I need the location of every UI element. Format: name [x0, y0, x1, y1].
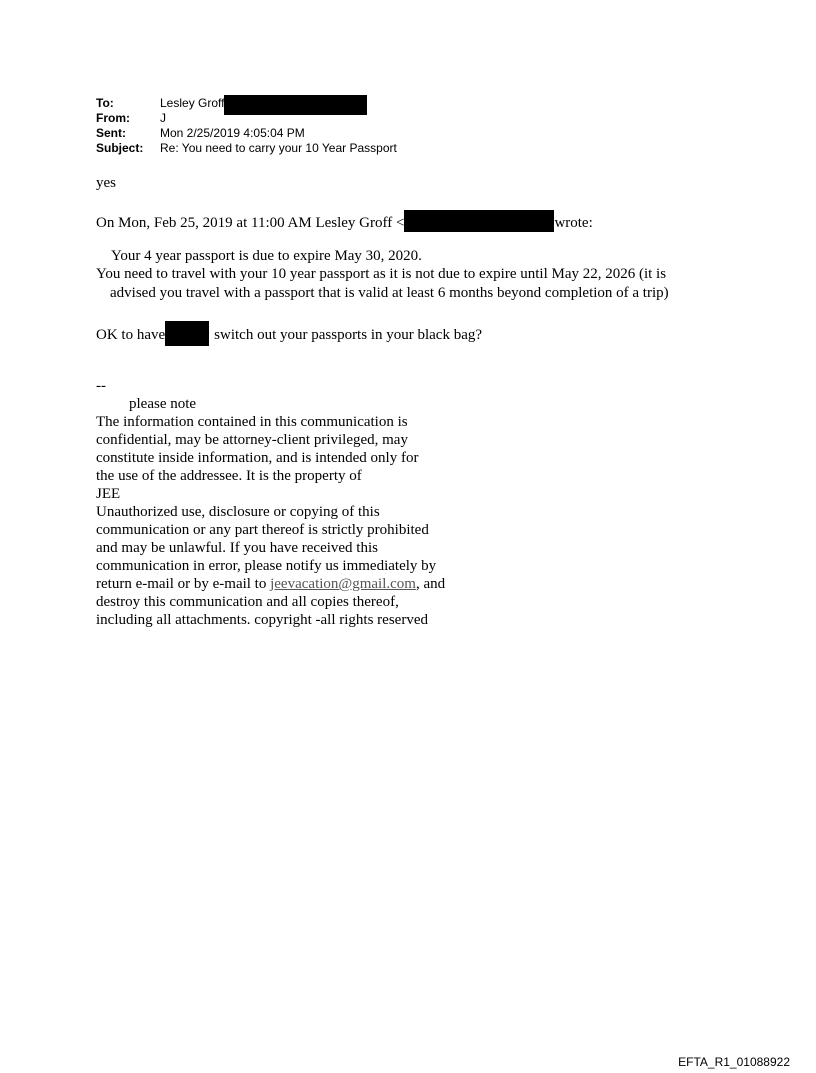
- quote-intro-wrote: wrote:: [554, 215, 593, 231]
- signature-dashes: --: [96, 378, 106, 394]
- disclaimer-line: The information contained in this communication is: [96, 414, 408, 430]
- quoted-line-1: Your 4 year passport is due to expire May 30, 2020.: [111, 248, 422, 264]
- redaction-quote-email: [404, 210, 554, 232]
- email-link[interactable]: jeevacation@gmail.com: [270, 576, 416, 592]
- disclaimer-line: communication or any part thereof is strictly prohibited: [96, 522, 429, 538]
- subject-label: Subject:: [96, 141, 144, 155]
- sent-value: Mon 2/25/2019 4:05:04 PM: [160, 126, 305, 140]
- sent-label: Sent:: [96, 126, 126, 140]
- disclaimer-line: including all attachments. copyright -all rights reserved: [96, 612, 428, 628]
- disclaimer-line: communication in error, please notify us immediately by: [96, 558, 437, 574]
- to-label: To:: [96, 96, 114, 110]
- quoted-line-2: You need to travel with your 10 year passport as it is not due to expire until May 22, 2026 (it is: [96, 266, 667, 282]
- redaction-name: [165, 321, 209, 346]
- reply-text: yes: [96, 175, 116, 191]
- subject-row: [96, 141, 397, 156]
- disclaimer-line: destroy this communication and all copies thereof,: [96, 594, 399, 610]
- disclaimer-line: the use of the addressee. It is the property of: [96, 468, 362, 484]
- quote-intro: [96, 210, 593, 232]
- quoted-line-3: advised you travel with a passport that is valid at least 6 months beyond completion of a trip): [110, 285, 669, 301]
- from-value: J: [160, 111, 166, 125]
- redaction-to-email: [224, 95, 367, 115]
- ok-line-pre: OK to have: [96, 327, 166, 343]
- disclaimer-line: and may be unlawful. If you have received this: [96, 540, 378, 556]
- email-header: [96, 96, 397, 156]
- to-row: [96, 96, 397, 111]
- disclaimer-email-pre: return e-mail or by e-mail to: [96, 576, 271, 592]
- disclaimer: [96, 413, 445, 629]
- disclaimer-line: Unauthorized use, disclosure or copying of this: [96, 504, 380, 520]
- disclaimer-email-line: [96, 575, 445, 593]
- disclaimer-line: confidential, may be attorney-client privileged, may: [96, 432, 408, 448]
- subject-value: Re: You need to carry your 10 Year Passport: [160, 141, 397, 155]
- quote-intro-text: On Mon, Feb 25, 2019 at 11:00 AM Lesley Groff <: [96, 215, 405, 231]
- ok-line-post: switch out your passports in your black bag?: [214, 327, 483, 343]
- disclaimer-email-post: , and: [415, 576, 446, 592]
- disclaimer-line: JEE: [96, 486, 121, 502]
- from-label: From:: [96, 111, 130, 125]
- signature-note: please note: [129, 396, 197, 412]
- to-value: Lesley Groff: [160, 96, 225, 110]
- document-id: EFTA_R1_01088922: [678, 1055, 790, 1069]
- ok-line: [96, 321, 482, 346]
- sent-row: [96, 126, 397, 141]
- disclaimer-line: constitute inside information, and is intended only for: [96, 450, 419, 466]
